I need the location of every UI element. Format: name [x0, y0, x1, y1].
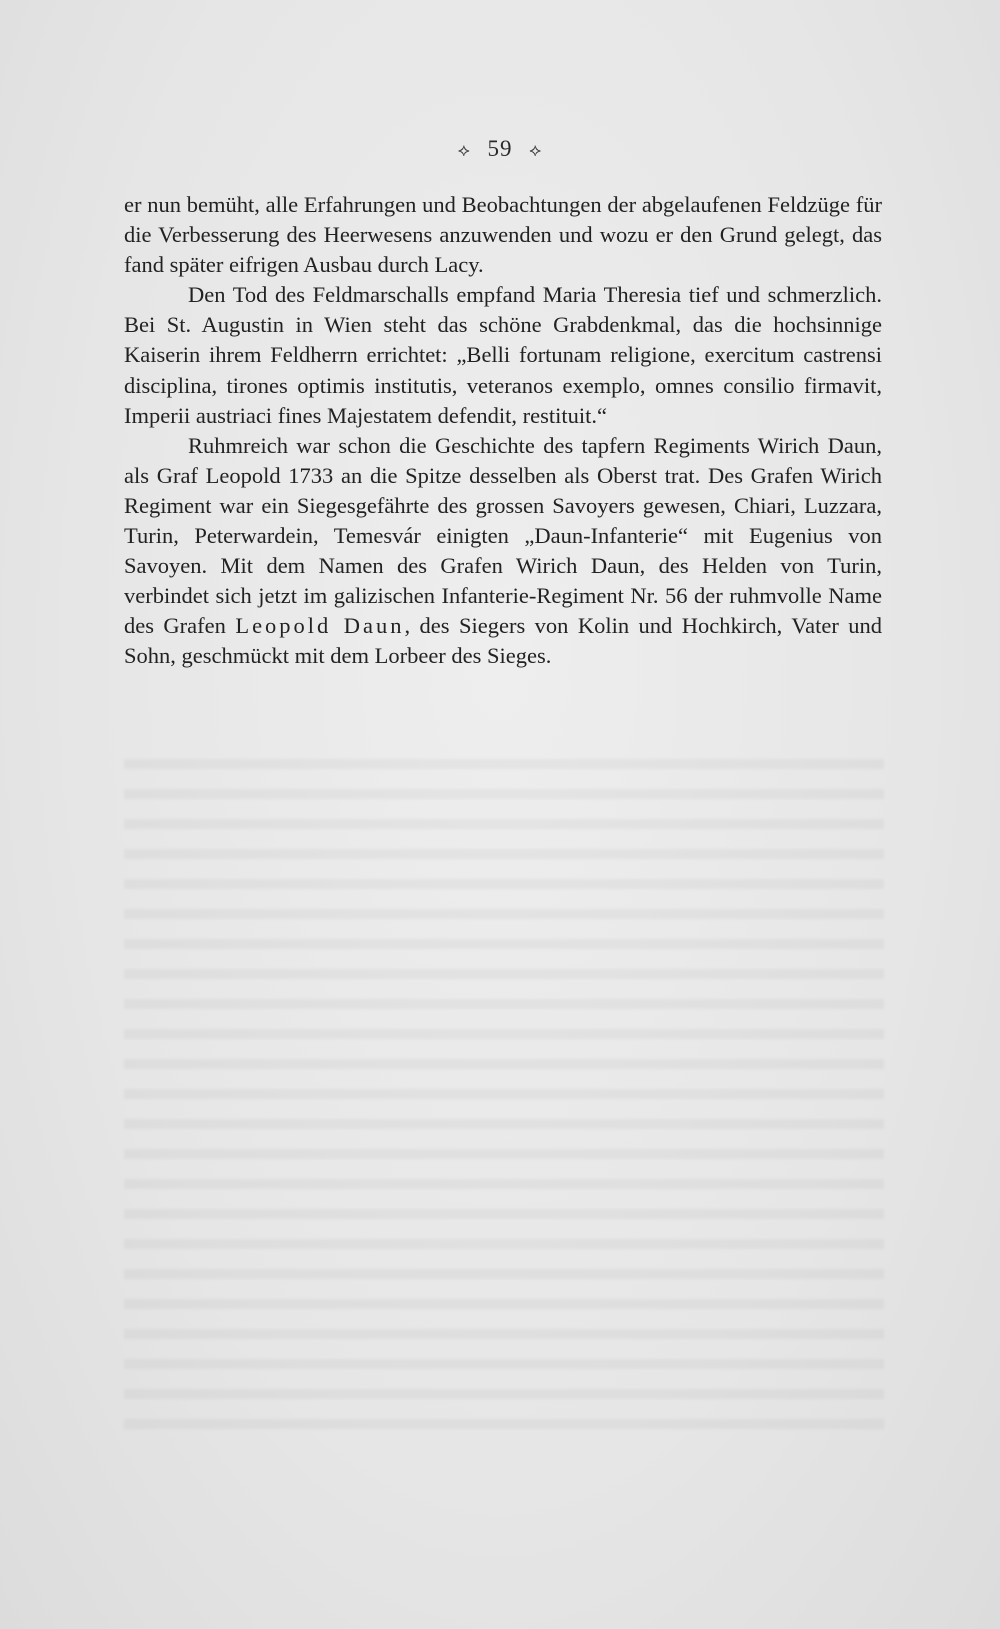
body-text: [124, 190, 882, 672]
ornament-left-icon: ⟡: [457, 140, 471, 160]
ornament-right-icon: ⟡: [529, 140, 543, 160]
paragraph-3-part-2: , des Siegers von Kolin und Hochkirch, Vater und Sohn, geschmückt mit dem Lorbeer des Sieges.: [124, 613, 882, 669]
paragraph-1: er nun bemüht, alle Erfahrungen und Beobachtungen der abgelaufenen Feldzüge für die Verbesserung des Heerwesens anzuwenden und wozu er den Grund gelegt, das fand später eifrigen Ausbau durch Lacy.: [124, 192, 882, 278]
paragraph-3-part-1: Ruhmreich war schon die Geschichte des tapfern Regiments Wirich Daun, als Graf Leopold 1733 an die Spitze desselben als Oberst trat. Des Grafen Wirich Regiment war ein Siegesgefährte des grossen Savoyers gewesen, Chiari, Luzzara, Turin, Peterwardein, Temesvár einigten „Daun-Infanterie“ mit Eugenius von Savoyen. Mit dem Namen des Grafen Wirich Daun, des Helden von Turin, verbindet sich jetzt im galizischen Infanterie-Regiment Nr. 56 der ruhmvolle Name des Grafen: [124, 432, 882, 639]
paragraph-3-name: Leopold Daun: [235, 613, 405, 639]
page-number: 59: [487, 136, 513, 161]
paragraph-2: Den Tod des Feldmarschalls empfand Maria Theresia tief und schmerzlich. Bei St. Augustin in Wien steht das schöne Grabdenkmal, das die hochsinnige Kaiserin ihrem Feldherrn errichtet: „Belli fortunam religione, exercitum castrensi disciplina, tirones optimis institutis, veteranos exemplo, omnes consilio firmavit, Imperii austriaci fines Majestatem defendit, restituit.“: [124, 282, 882, 428]
paragraph-3: [124, 431, 882, 672]
page-header: [0, 136, 1000, 162]
bleed-through-shadow: [124, 745, 884, 1445]
